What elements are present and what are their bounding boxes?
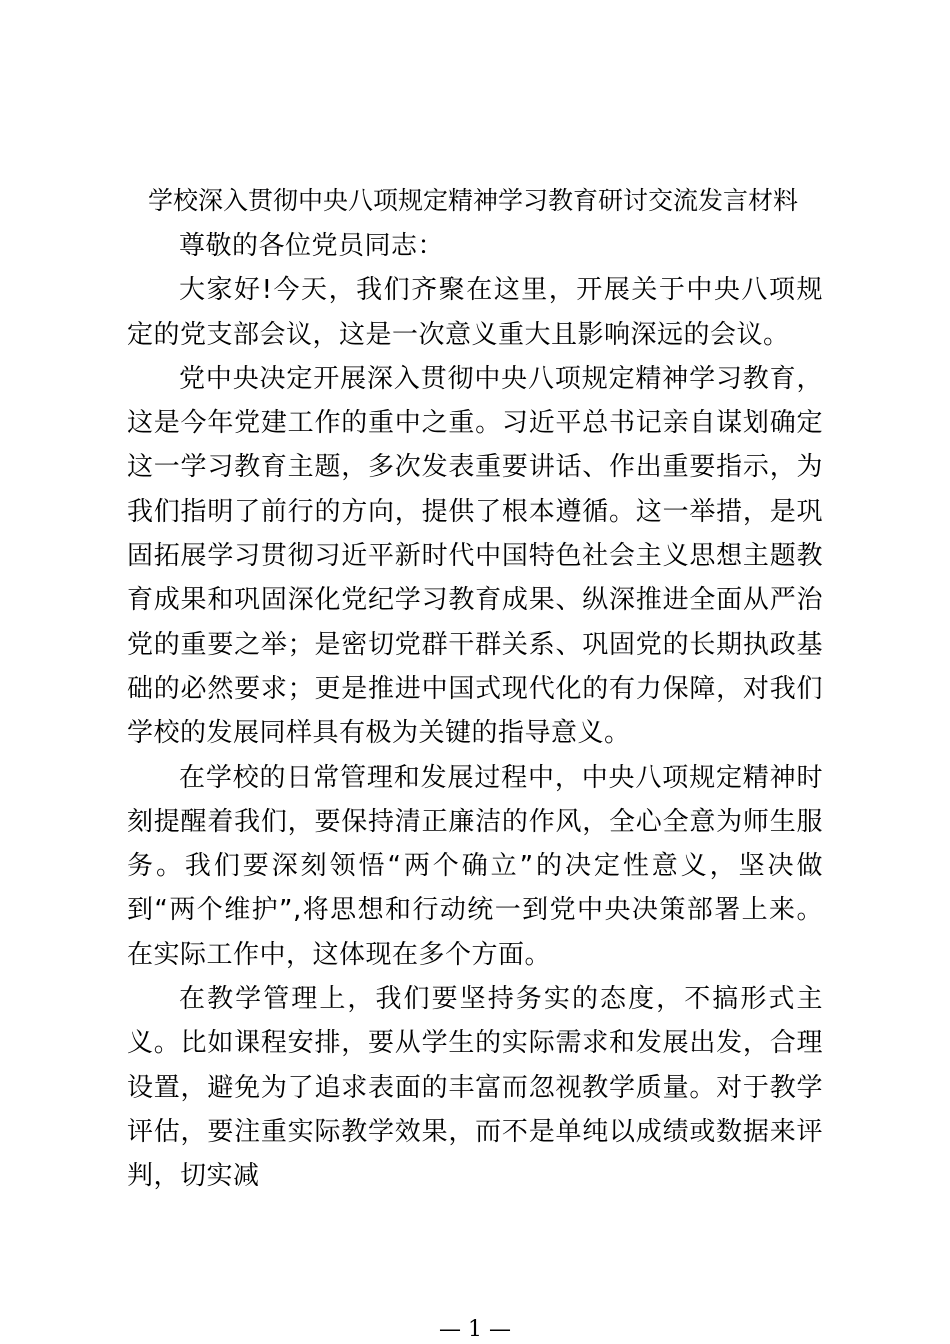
body-paragraph: 在教学管理上，我们要坚持务实的态度，不搞形式主义。比如课程安排，要从学生的实际需求和发展出发，合理设置，避免为了追求表面的丰富而忽视教学质量。对于教学评估，要注重实际教学效果，而不是单纯以成绩或数据来评判，切实减	[127, 984, 823, 1192]
document-body	[127, 224, 823, 1199]
salutation-paragraph: 尊敬的各位党员同志：	[179, 231, 445, 261]
body-paragraph: 大家好!今天，我们齐聚在这里，开展关于中央八项规定的党支部会议，这是一次意义重大且影响深远的会议。	[127, 275, 823, 350]
page-number: — 1 —	[439, 1317, 511, 1342]
body-paragraph: 党中央决定开展深入贯彻中央八项规定精神学习教育，这是今年党建工作的重中之重。习近平总书记亲自谋划确定这一学习教育主题，多次发表重要讲话、作出重要指示，为我们指明了前行的方向，提供了根本遵循。这一举措，是巩固拓展学习贯彻习近平新时代中国特色社会主义思想主题教育成果和巩固深化党纪学习教育成果、纵深推进全面从严治党的重要之举；是密切党群干群关系、巩固党的长期执政基础的必然要求；更是推进中国式现代化的有力保障，对我们学校的发展同样具有极为关键的指导意义。	[127, 363, 823, 749]
body-paragraph: 在学校的日常管理和发展过程中，中央八项规定精神时刻提醒着我们，要保持清正廉洁的作风，全心全意为师生服务。我们要深刻领悟“两个确立”的决定性意义，坚决做到“两个维护”,将思想和行动统一到党中央决策部署上来。在实际工作中，这体现在多个方面。	[127, 762, 823, 970]
document-title: 学校深入贯彻中央八项规定精神学习教育研讨交流发言材料	[148, 186, 799, 215]
